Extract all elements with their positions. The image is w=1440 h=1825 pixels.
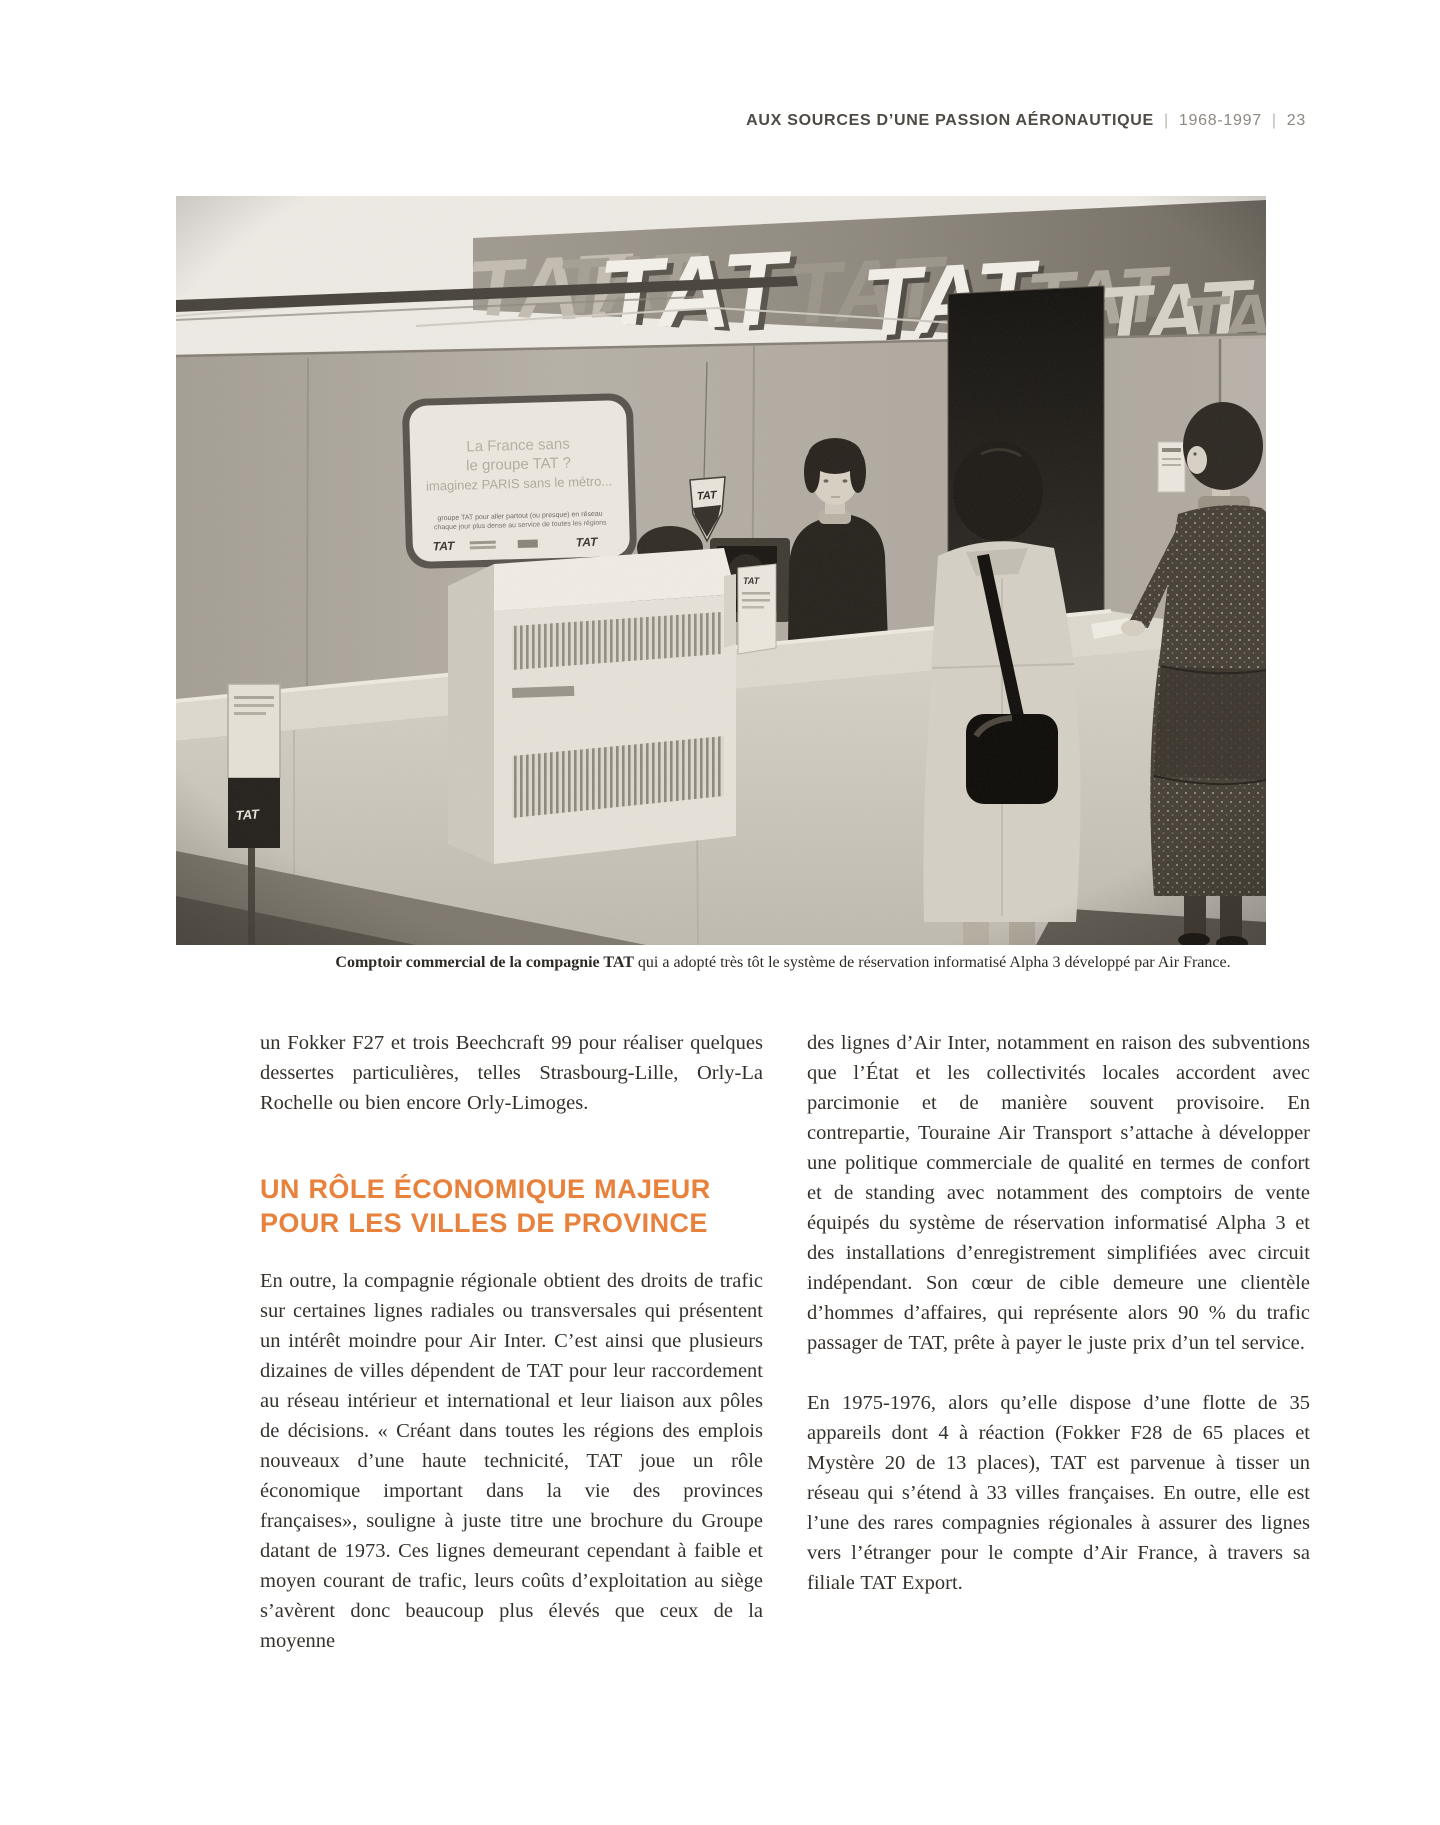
- photo-vignette-overlay: [176, 196, 1266, 945]
- header-separator: |: [1271, 112, 1277, 129]
- caption-bold: Comptoir commercial de la compagnie TAT: [335, 954, 634, 971]
- paragraph: En outre, la compagnie régionale obtient des droits de trafic sur certaines lignes radiales ou transversales qui présentent un intérêt moindre pour Air Inter. C’est ainsi que plusieurs dizaines de villes dépendent de TAT pour leur raccordement au réseau intérieur et international et leur liaison aux pôles de décisions. « Créant dans toutes les régions des emplois nouveaux d’une haute technicité, TAT joue un rôle économique important dans la vie des provinces françaises», souligne à juste titre une brochure du Groupe datant de 1973. Ces lignes demeurant cependant à faible et moyen courant de trafic, leurs coûts d’exploitation au siège s’avèrent donc beaucoup plus élevés que ceux de la moyenne: [260, 1270, 763, 1652]
- caption-text: qui a adopté très tôt le système de réservation informatisé Alpha 3 développé par Air France.: [633, 954, 1231, 971]
- article: [260, 1028, 1310, 1656]
- paragraph: des lignes d’Air Inter, notamment en raison des subventions que l’État et les collectivités locales accordent avec parcimonie et de manière souvent provisoire. En contrepartie, Touraine Air Transport s’attache à développer une politique commerciale de qualité en termes de confort et de standing avec notamment des comptoirs de vente équipés du système de réservation informatisé Alpha 3 et des installations d’enregistrement simplifiées avec circuit indépendant. Son cœur de cible demeure une clientèle d’hommes d’affaires, qui représente alors 90 % du trafic passager de TAT, prête à payer le juste prix d’un tel service.: [807, 1032, 1310, 1354]
- column-right: [807, 1028, 1310, 1656]
- header-date-range: 1968-1997: [1178, 112, 1262, 129]
- tat-counter-photo-svg: [176, 196, 1266, 945]
- section-heading: [260, 1172, 763, 1240]
- column-left: [260, 1028, 763, 1656]
- section-heading-line2: POUR LES VILLES DE PROVINCE: [260, 1208, 708, 1238]
- photo-caption: [260, 952, 1306, 973]
- header-page-number: 23: [1286, 112, 1306, 129]
- header-separator: |: [1163, 112, 1169, 129]
- header-title: AUX SOURCES D’UNE PASSION AÉRONAUTIQUE: [746, 112, 1154, 129]
- tat-counter-photo: [176, 196, 1266, 945]
- paragraph: un Fokker F27 et trois Beechcraft 99 pour réaliser quelques dessertes particulières, telles Strasbourg-Lille, Orly-La Rochelle ou bien encore Orly-Limoges.: [260, 1032, 763, 1114]
- section-heading-line1: UN RÔLE ÉCONOMIQUE MAJEUR: [260, 1174, 711, 1204]
- paragraph: En 1975-1976, alors qu’elle dispose d’une flotte de 35 appareils dont 4 à réaction (Fokker F28 de 65 places et Mystère 20 de 13 places), TAT est parvenue à tisser un réseau qui s’étend à 33 villes françaises. En outre, elle est l’une des rares compagnies régionales à assurer des lignes vers l’étranger pour le compte d’Air France, à travers sa filiale TAT Export.: [807, 1392, 1310, 1594]
- page-header: [0, 112, 1306, 130]
